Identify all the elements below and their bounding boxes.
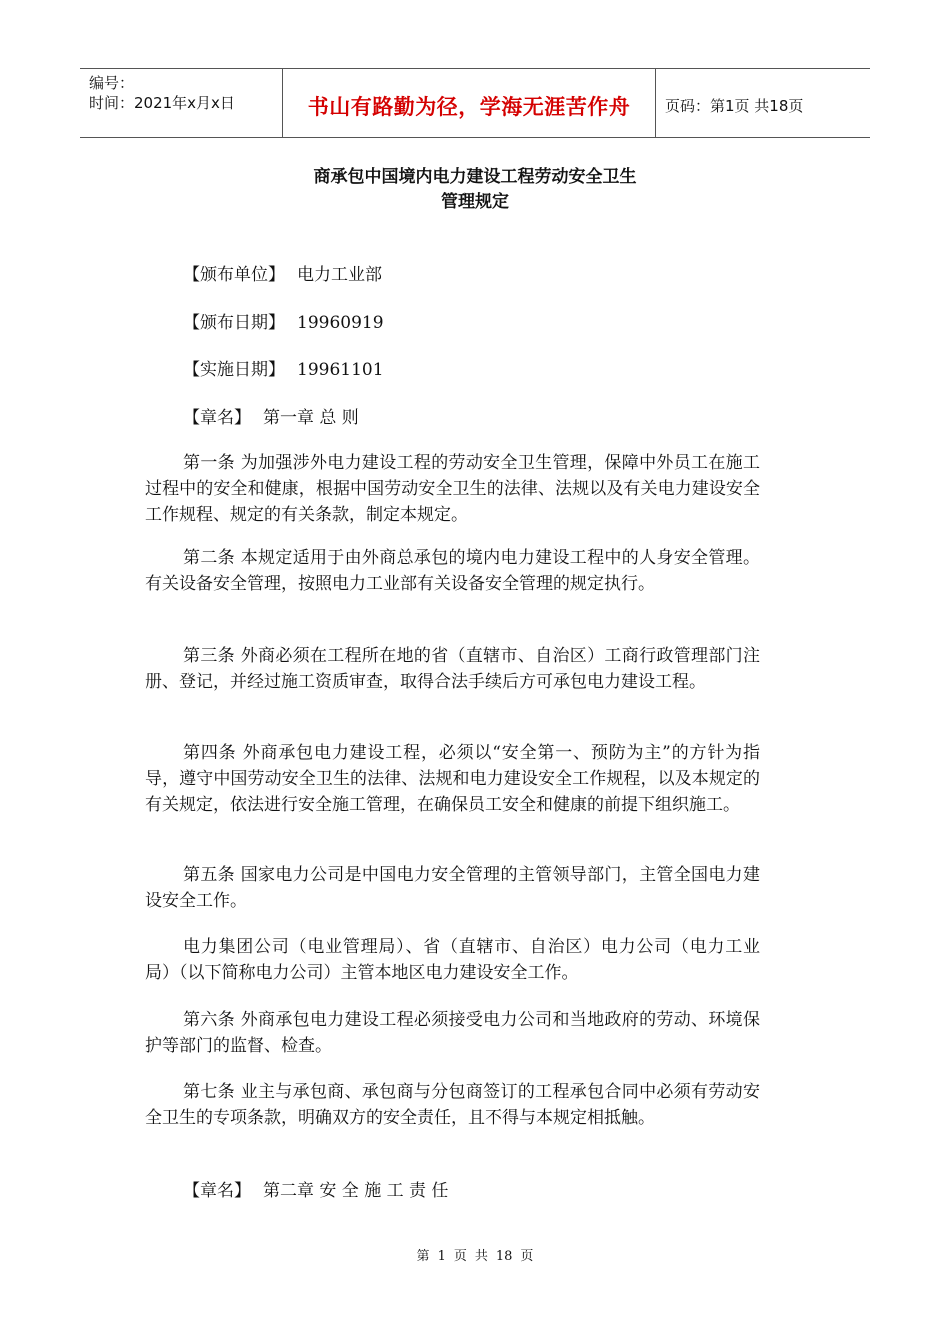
meta-key: 【实施日期】 [183, 360, 285, 380]
meta-key: 【颁布日期】 [183, 313, 285, 333]
article-5-supplement: 电力集团公司（电业管理局）、省（直辖市、自治区）电力公司（电力工业局）（以下简称电力公司）主管本地区电力建设安全工作。 [145, 937, 760, 983]
number-label: 编号： [89, 74, 135, 92]
footer-total-pages: 18 [495, 1249, 513, 1264]
meta-key: 【章名】 [183, 1181, 251, 1201]
header-table [80, 68, 870, 138]
header-motto-cell [282, 69, 656, 137]
meta-value: 第二章 安 全 施 工 责 任 [263, 1181, 449, 1201]
page-label: 页码：第1页 共18页 [665, 96, 804, 115]
footer-part: 页 [453, 1249, 467, 1264]
article-1: 第一条 为加强涉外电力建设工程的劳动安全卫生管理，保障中外员工在施工过程中的安全和健康，根据中国劳动安全卫生的法律、法规以及有关电力建设安全工作规程、规定的有关条款，制定本规定。 [145, 453, 760, 525]
time-label: 时间：2021年x月x日 [89, 94, 235, 112]
meta-key: 【章名】 [183, 408, 251, 428]
article-6: 第六条 外商承包电力建设工程必须接受电力公司和当地政府的劳动、环境保护等部门的监督、检查。 [145, 1010, 760, 1056]
meta-chapter1 [183, 403, 359, 428]
meta-effective-date [183, 355, 384, 380]
page-footer [0, 1245, 950, 1264]
article-7: 第七条 业主与承包商、承包商与分包商签订的工程承包合同中必须有劳动安全卫生的专项条款，明确双方的安全责任，且不得与本规定相抵触。 [145, 1082, 760, 1128]
header-info-cell [80, 69, 282, 137]
footer-current-page: 1 [437, 1249, 446, 1264]
meta-key: 【颁布单位】 [183, 265, 285, 285]
document-title-line2: 管理规定 [441, 192, 509, 212]
article-5: 第五条 国家电力公司是中国电力安全管理的主管领导部门，主管全国电力建设安全工作。 [145, 865, 760, 911]
footer-part: 页 [520, 1249, 534, 1264]
meta-issuer [183, 260, 382, 285]
meta-value: 19961101 [297, 360, 384, 380]
article-3: 第三条 外商必须在工程所在地的省（直辖市、自治区）工商行政管理部门注册、登记，并经过施工资质审查，取得合法手续后方可承包电力建设工程。 [145, 646, 760, 692]
meta-value: 第一章 总 则 [263, 408, 359, 428]
motto-text: 书山有路勤为径，学海无涯苦作舟 [307, 95, 631, 119]
meta-value: 19960919 [297, 313, 384, 333]
footer-part: 共 [474, 1249, 488, 1264]
document-title-line1: 商承包中国境内电力建设工程劳动安全卫生 [313, 167, 637, 187]
meta-value: 电力工业部 [297, 265, 382, 285]
article-2: 第二条 本规定适用于由外商总承包的境内电力建设工程中的人身安全管理。有关设备安全管理，按照电力工业部有关设备安全管理的规定执行。 [145, 548, 760, 594]
article-4: 第四条 外商承包电力建设工程，必须以“安全第一、预防为主”的方针为指导，遵守中国劳动安全卫生的法律、法规和电力建设安全工作规程，以及本规定的有关规定，依法进行安全施工管理，在确保员工安全和健康的前提下组织施工。 [145, 743, 760, 815]
meta-issue-date [183, 308, 384, 333]
footer-part: 第 [416, 1249, 430, 1264]
meta-chapter2 [183, 1176, 448, 1201]
